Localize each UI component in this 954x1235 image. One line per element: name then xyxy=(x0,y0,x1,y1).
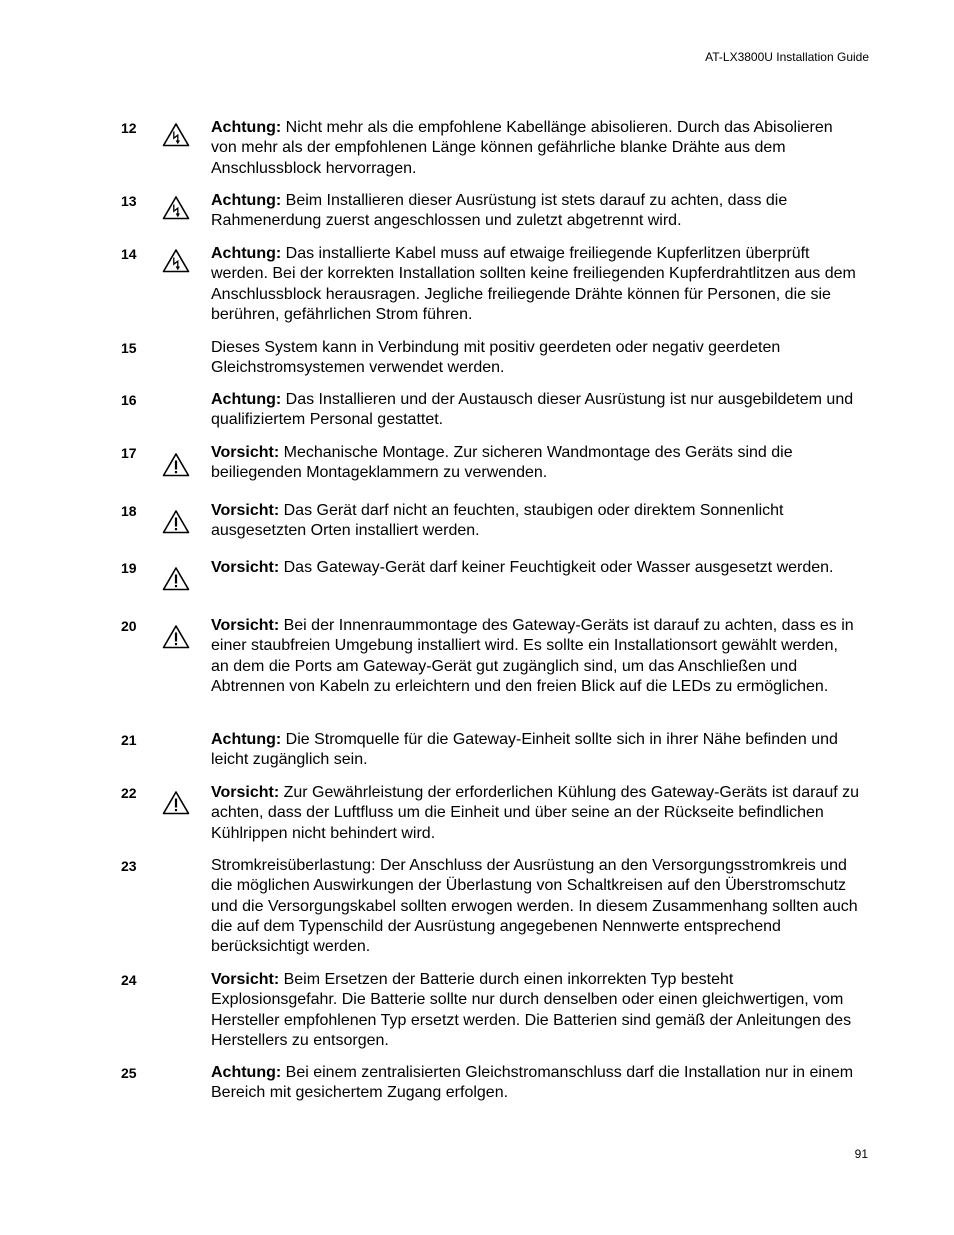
entry-label: Achtung: xyxy=(211,192,282,209)
entry-number: 14 xyxy=(121,246,137,262)
entry-label: Achtung: xyxy=(211,391,282,408)
electrical-warning-icon xyxy=(162,195,190,220)
page-number: 91 xyxy=(854,1147,868,1161)
electrical-warning-icon xyxy=(162,248,190,273)
entry-body: Mechanische Montage. Zur sicheren Wandmontage des Geräts sind die beiliegenden Montageklammern zu verwenden. xyxy=(211,444,793,482)
entry-label: Vorsicht: xyxy=(211,559,280,576)
entry-text xyxy=(211,558,859,578)
running-header: AT-LX3800U Installation Guide xyxy=(705,50,869,64)
entry-body: Bei einem zentralisierten Gleichstromanschluss darf die Installation nur in einem Bereich mit gesichertem Zugang erfolgen. xyxy=(211,1064,854,1102)
entry-number: 13 xyxy=(121,193,137,209)
entry-body: Das Installieren und der Austausch dieser Ausrüstung ist nur ausgebildetem und qualifiziertem Personal gestattet. xyxy=(211,391,854,429)
entry-text xyxy=(211,501,859,542)
entry-number: 25 xyxy=(121,1065,137,1081)
entry-number: 21 xyxy=(121,732,137,748)
entry-number: 22 xyxy=(121,785,137,801)
caution-icon xyxy=(162,452,190,477)
entry-number: 16 xyxy=(121,392,137,408)
entry-label: Vorsicht: xyxy=(211,444,280,461)
entry-label: Achtung: xyxy=(211,731,282,748)
entry-label: Vorsicht: xyxy=(211,784,280,801)
entry-text xyxy=(211,783,859,844)
entry-text xyxy=(211,191,859,232)
entry-body: Zur Gewährleistung der erforderlichen Kühlung des Gateway-Geräts ist darauf zu achten, dass der Luftfluss um die Einheit und über seine an der Rückseite befindlichen Kühlrippen nicht behindert wird. xyxy=(211,784,860,842)
electrical-warning-icon xyxy=(162,122,190,147)
entry-number: 19 xyxy=(121,560,137,576)
entry-label: Vorsicht: xyxy=(211,617,280,634)
entry-number: 17 xyxy=(121,445,137,461)
caution-icon xyxy=(162,624,190,649)
caution-icon xyxy=(162,566,190,591)
entry-number: 12 xyxy=(121,120,137,136)
entry-label: Achtung: xyxy=(211,1064,282,1081)
entry-body: Beim Installieren dieser Ausrüstung ist stets darauf zu achten, dass die Rahmenerdung zuerst angeschlossen und zuletzt abgetrennt wird. xyxy=(211,192,788,230)
entry-text xyxy=(211,118,859,179)
entry-text xyxy=(211,730,859,771)
entry-text xyxy=(211,244,859,325)
entry-number: 18 xyxy=(121,503,137,519)
entry-body: Beim Ersetzen der Batterie durch einen inkorrekten Typ besteht Explosionsgefahr. Die Batterie sollte nur durch denselben oder einen gleichwertigen, vom Hersteller empfohlenen Typ ersetzt werden. Die Batterien sind gemäß der Anleitungen des Herstellers zu entsorgen. xyxy=(211,971,852,1049)
entry-text xyxy=(211,1063,859,1104)
entry-number: 20 xyxy=(121,618,137,634)
entry-body: Das installierte Kabel muss auf etwaige freiliegende Kupferlitzen überprüft werden. Bei der korrekten Installation sollten keine freiliegenden Kupferdrahtlitzen aus dem Anschlussblock herausragen. Jegliche freiliegende Drähte können für Personen, die sie berühren, gefährlichen Strom führen. xyxy=(211,245,856,323)
caution-icon xyxy=(162,509,190,534)
entry-body: Die Stromquelle für die Gateway-Einheit sollte sich in ihrer Nähe befinden und leicht zugänglich sein. xyxy=(211,731,838,769)
entry-body: Das Gerät darf nicht an feuchten, staubigen oder direktem Sonnenlicht ausgesetzten Orten installiert werden. xyxy=(211,502,784,540)
entry-number: 15 xyxy=(121,340,137,356)
entry-number: 24 xyxy=(121,972,137,988)
entry-body: Nicht mehr als die empfohlene Kabellänge abisolieren. Durch das Abisolieren von mehr als der empfohlenen Länge können gefährliche blanke Drähte aus dem Anschlussblock hervorragen. xyxy=(211,119,833,177)
entry-text xyxy=(211,856,859,957)
entry-text xyxy=(211,338,859,379)
entry-label: Vorsicht: xyxy=(211,971,280,988)
entry-body: Das Gateway-Gerät darf keiner Feuchtigkeit oder Wasser ausgesetzt werden. xyxy=(283,559,834,576)
entry-label: Achtung: xyxy=(211,119,282,136)
caution-icon xyxy=(162,790,190,815)
entry-number: 23 xyxy=(121,858,137,874)
entry-label: Achtung: xyxy=(211,245,282,262)
entry-text xyxy=(211,390,859,431)
entry-body: Dieses System kann in Verbindung mit positiv geerdeten oder negativ geerdeten Gleichstromsystemen verwendet werden. xyxy=(211,339,781,377)
entry-body: Bei der Innenraummontage des Gateway-Geräts ist darauf zu achten, dass es in einer staubfreien Umgebung installiert wird. Es sollte ein Installationsort gewählt werden, an dem die Ports am Gateway-Gerät gut zugänglich sind, um das Anschließen und Abtrennen von Kabeln zu erleichtern und den freien Blick auf die LEDs zu ermöglichen. xyxy=(211,617,854,695)
entry-text xyxy=(211,616,859,697)
entry-text xyxy=(211,970,859,1051)
entry-body: Stromkreisüberlastung: Der Anschluss der Ausrüstung an den Versorgungsstromkreis und die möglichen Auswirkungen der Überlastung von Schaltkreisen auf den Überstromschutz und die Versorgungskabel sollten erwogen werden. In diesem Zusammenhang sollten auch die auf dem Typenschild der Ausrüstung angegebenen Nennwerte entsprechend berücksichtigt werden. xyxy=(211,857,858,956)
entry-label: Vorsicht: xyxy=(211,502,280,519)
entry-text xyxy=(211,443,859,484)
